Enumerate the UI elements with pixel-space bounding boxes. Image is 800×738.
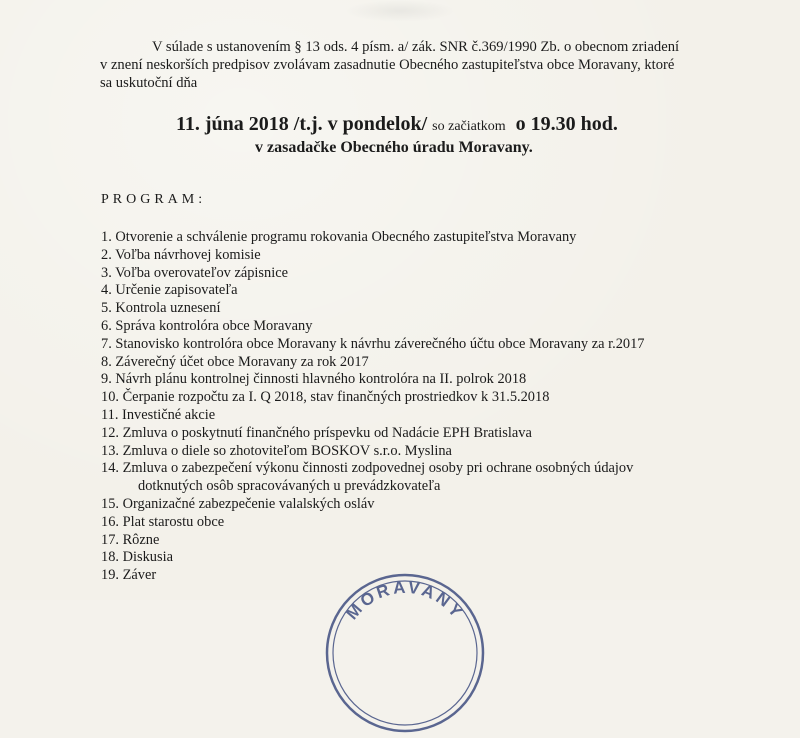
- agenda-list: [101, 229, 741, 585]
- meeting-date-line: [176, 112, 618, 139]
- agenda-item: 13. Zmluva o diele so zhotoviteľom BOSKOV s.r.o. Myslina: [101, 442, 452, 459]
- intro-line-3: sa uskutoční dňa: [100, 75, 198, 91]
- intro-line-2: v znení neskorších predpisov zvolávam zasadnutie Obecného zastupiteľstva obce Moravany, ktoré: [100, 57, 675, 73]
- meeting-place: v zasadačke Obecného úradu Moravany.: [255, 139, 533, 156]
- header-smudge: [345, 0, 455, 22]
- agenda-item: 11. Investičné akcie: [101, 406, 216, 423]
- meeting-date: 11. júna 2018 /t.j. v pondelok/: [176, 113, 428, 135]
- agenda-item: 17. Rôzne: [101, 531, 160, 548]
- agenda-item: 7. Stanovisko kontrolóra obce Moravany k návrhu záverečného účtu obce Moravany za r.2017: [101, 335, 645, 352]
- intro-line-1: V súlade s ustanovením § 13 ods. 4 písm. a/ zák. SNR č.369/1990 Zb. o obecnom zriadení: [152, 39, 680, 55]
- agenda-item: 14. Zmluva o zabezpečení výkonu činnosti zodpovednej osoby pri ochrane osobných údajov: [101, 460, 634, 477]
- agenda-item: 18. Diskusia: [101, 549, 173, 566]
- agenda-item: 15. Organizačné zabezpečenie valalských osláv: [101, 495, 375, 512]
- agenda-item: 9. Návrh plánu kontrolnej činnosti hlavného kontrolóra na II. polrok 2018: [101, 371, 527, 388]
- agenda-item: 19. Záver: [101, 567, 157, 584]
- official-stamp: [320, 568, 490, 738]
- agenda-item: 4. Určenie zapisovateľa: [101, 282, 238, 299]
- meeting-start-label: so začiatkom: [432, 119, 506, 134]
- agenda-item: 12. Zmluva o poskytnutí finančného príspevku od Nadácie EPH Bratislava: [101, 424, 532, 441]
- intro-paragraph: [100, 38, 740, 92]
- svg-text:MORAVANY: [342, 578, 467, 624]
- agenda-item-continuation: dotknutých osôb spracovávaných u prevádzkovateľa: [138, 478, 441, 495]
- agenda-item: 3. Voľba overovateľov zápisnice: [101, 264, 288, 281]
- agenda-item: 1. Otvorenie a schválenie programu rokovania Obecného zastupiteľstva Moravany: [101, 229, 577, 245]
- stamp-text: MORAVANY: [342, 577, 468, 624]
- agenda-item: 2. Voľba návrhovej komisie: [101, 246, 261, 263]
- agenda-item: 8. Záverečný účet obce Moravany za rok 2017: [101, 353, 369, 370]
- agenda-item: 16. Plat starostu obce: [101, 513, 225, 530]
- agenda-item: 6. Správa kontrolóra obce Moravany: [101, 317, 313, 334]
- program-heading: PROGRAM:: [101, 192, 207, 207]
- agenda-item: 5. Kontrola uznesení: [101, 300, 221, 317]
- agenda-item: 10. Čerpanie rozpočtu za I. Q 2018, stav finančných prostriedkov k 31.5.2018: [101, 389, 550, 406]
- meeting-time: o 19.30 hod.: [515, 113, 618, 135]
- stamp-seal: [320, 568, 490, 738]
